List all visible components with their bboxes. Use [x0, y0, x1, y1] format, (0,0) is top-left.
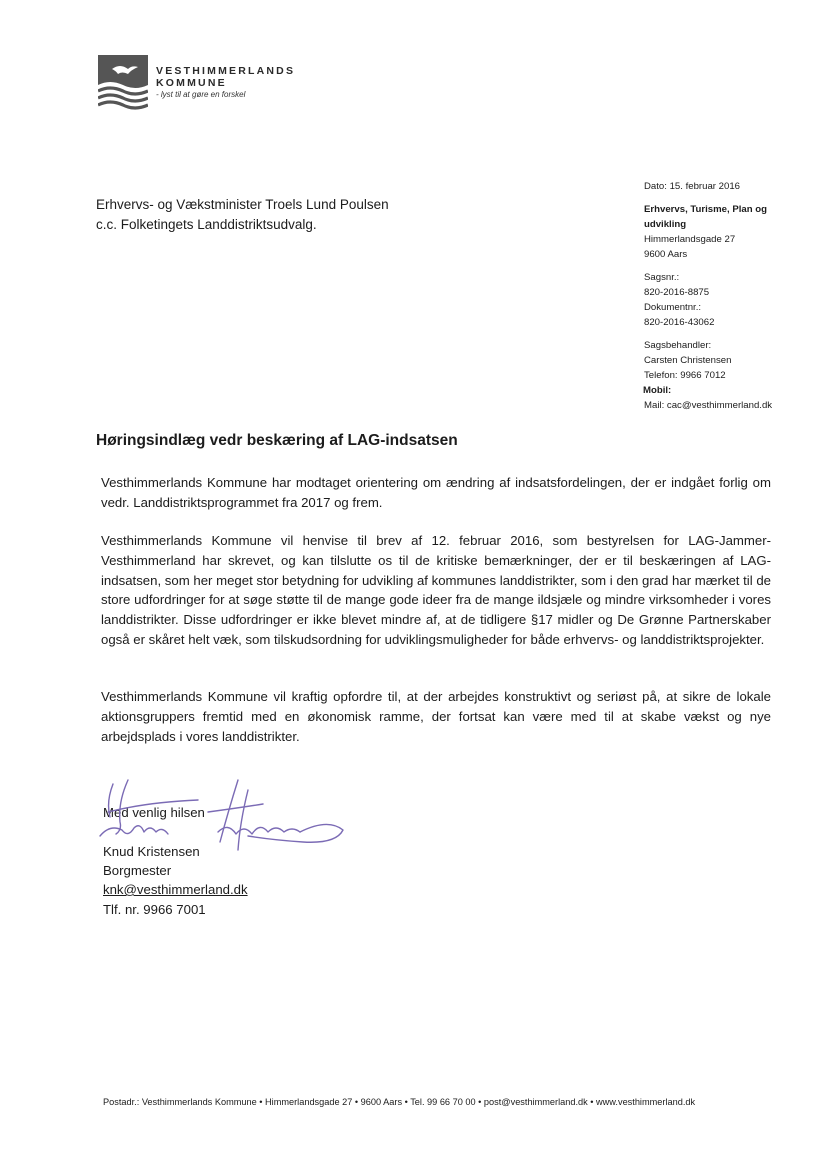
- meta-address-line2: 9600 Aars: [644, 249, 688, 260]
- letter-subject: Høringsindlæg vedr beskæring af LAG-indsatsen: [96, 432, 458, 449]
- body-paragraph-1: Vesthimmerlands Kommune har modtaget orientering om ændring af indsatsfordelingen, der er indgået forlig om vedr. Landdistriktsprogrammet fra 2017 og frem.: [101, 475, 771, 510]
- closing-greeting: Med venlig hilsen: [103, 805, 205, 820]
- signatory-name: Knud Kristensen: [103, 844, 200, 859]
- signatory-phone: Tlf. nr. 9966 7001: [103, 902, 206, 917]
- meta-address-line1: Himmerlandsgade 27: [644, 234, 736, 245]
- meta-department-line2: udvikling: [644, 219, 687, 230]
- page-footer: Postadr.: Vesthimmerlands Kommune • Himmerlandsgade 27 • 9600 Aars • Tel. 99 66 70 00 • post@vesthimmerland.dk • www.vesthimmerland.dk: [103, 1097, 696, 1107]
- body-paragraph-2: Vesthimmerlands Kommune vil henvise til brev af 12. februar 2016, som bestyrelsen for LAG-Jammer-Vesthimmerland har skrevet, og kan tilslutte os til de kritiske bemærkninger, der er til beskæringen af LAG-indsatsen, som her meget stor betydning for udvikling af kommunes landdistrikter, som i den grad har mærket til de store udfordringer for at søge støtte til de mange gode ideer fra de mange ildsjæle og mindre virksomheder i vores landdistrikter. Disse udfordringer er ikke blevet mindre af, at de tidligere §17 midler og De Grønne Partnerskaber også er skåret helt væk, som tilskudsordning for udviklingsmuligheder for både erhvervs- og landdistriktsprojekter.: [101, 533, 771, 647]
- recipient-line1: Erhvervs- og Vækstminister Troels Lund Poulsen: [96, 197, 389, 212]
- municipality-logo: [98, 55, 298, 115]
- meta-handler-label: Sagsbehandler:: [644, 340, 712, 351]
- logo-name: [156, 65, 295, 89]
- recipient-line2: c.c. Folketingets Landdistriktsudvalg.: [96, 217, 317, 232]
- meta-mobile: Mobil:: [643, 385, 672, 396]
- body-paragraph-3: Vesthimmerlands Kommune vil kraftig opfordre til, at der arbejdes konstruktivt og seriøst på, at sikre de lokale aktionsgruppers fremtid med en økonomisk ramme, der fortsat kan være med til at skabe vækst og nye arbejdsplads i vores landdistrikter.: [101, 689, 771, 744]
- logo-name-line2: KOMMUNE: [156, 77, 227, 89]
- meta-handler-name: Carsten Christensen: [644, 355, 732, 366]
- meta-date: Dato: 15. februar 2016: [644, 181, 741, 192]
- meta-department-line1: Erhvervs, Turisme, Plan og: [644, 204, 767, 215]
- signatory-email-link[interactable]: knk@vesthimmerland.dk: [103, 882, 248, 897]
- meta-doc-label: Dokumentnr.:: [644, 302, 702, 313]
- recipient-block: [96, 195, 389, 235]
- meta-phone: Telefon: 9966 7012: [644, 370, 726, 381]
- meta-mail: Mail: cac@vesthimmerland.dk: [644, 400, 773, 411]
- meta-case-label: Sagsnr.:: [644, 272, 680, 283]
- letter-meta: [644, 179, 814, 413]
- logo-name-line1: VESTHIMMERLANDS: [156, 65, 296, 77]
- logo-tagline: - lyst til at gøre en forskel: [156, 90, 246, 99]
- signatory-title: Borgmester: [103, 863, 172, 878]
- logo-emblem-icon: [98, 55, 148, 113]
- meta-case-value: 820-2016-8875: [644, 287, 710, 298]
- meta-doc-value: 820-2016-43062: [644, 317, 715, 328]
